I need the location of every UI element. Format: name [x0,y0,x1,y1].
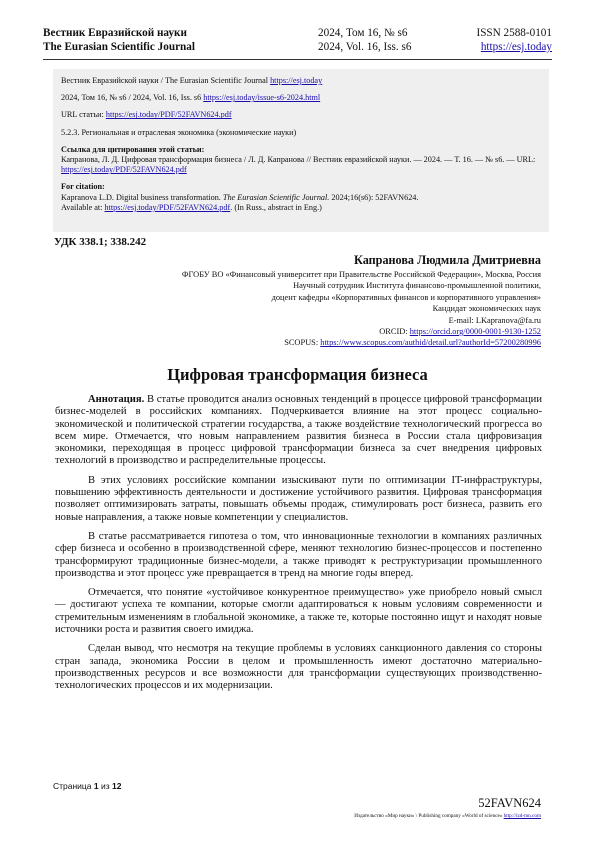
cite-en-volume: 2024;16(s6): 52FAVN624. [331,192,419,202]
page-number: 1 [93,781,99,791]
abstract-paragraph: В статье рассматривается гипотеза о том, что инновационные технологии в компаниях различных сфер бизнеса и особенно в производственной сфере, меняют технологию бизнес-процессов и постепенно трансформируют традиционные бизнес-модели, а также приводят к реструктуризации промышленного производства и этот процесс уже превращается в тренд на многие годы вперед. [55,530,542,579]
abstract-paragraph: В этих условиях российские компании изыскивают пути по оптимизации IT-инфраструктуры, повышению эффективность деятельности и достижение устойчивого развития. Цифровая трансформация позволяет оптимизировать затраты, повышать объемы продаж, стимулировать рост бизнеса, развить его новые направления, а также новые компетенции у специалистов. [55,474,542,523]
journal-link[interactable]: https://esj.today [270,76,323,85]
issn: ISSN 2588-0101 [476,27,552,39]
abstract-text: В статье проводится анализ основных тенденций в процессе цифровой трансформации бизнес-моделей в российских компаниях. Подчеркивается влияние на этот процесс социально-экономической и политической стратегии государства, а также воздействие технологический прогресса во всем мире. Отмечается, что новым направлением развития бизнеса в России стала цифровизация экономики, переходящая в процесс цифровой трансформации бизнеса за счет внедрения цифровых технологий в производство и распределительные процессы. [55,394,542,467]
issue-line: 2024, Том 16, № s6 / 2024, Vol. 16, Iss. s6 [61,93,202,103]
author-name: Капранова Людмила Дмитриевна [354,253,541,267]
affiliation-position: Научный сотрудник Института финансово-промышленной политики, [293,281,541,291]
page-total: 12 [112,781,122,791]
issue-info [318,26,411,54]
affiliation-org: ФГОБУ ВО «Финансовый университет при Правительстве Российской Федерации», Москва, Россия [181,270,541,279]
affiliation-department: доцент кафедры «Корпоративных финансов и корпоративного управления» [271,292,541,302]
publisher-text: Издательство «Мир науки» \ Publishing company «World of science» [354,813,503,819]
journal-site-link[interactable]: https://esj.today [480,41,552,53]
author-email: E-mail: LKapranova@fa.ru [448,315,541,325]
issue-ru: 2024, Том 16, № s6 [318,27,408,39]
cite-ru-link[interactable]: https://esj.today/PDF/52FAVN624.pdf [61,165,187,175]
cite-en-available: Available at: [61,202,103,212]
page-counter [53,781,122,791]
cite-en-tail: . (In Russ., abstract in Eng.) [230,202,322,212]
orcid-link[interactable]: https://orcid.org/0000-0001-9130-1252 [409,327,541,337]
scopus-link[interactable]: https://www.scopus.com/authid/detail.url?authorId=57200280996 [320,338,541,348]
publisher-link[interactable]: http://izd-mn.com [503,813,541,819]
abstract [55,394,542,700]
cite-en-link[interactable]: https://esj.today/PDF/52FAVN624.pdf [104,202,231,212]
issue-link[interactable]: https://esj.today/issue-s6-2024.html [203,93,321,103]
cite-en-journal: The Eurasian Scientific Journal. [222,192,330,202]
journal-title-line: Вестник Евразийской науки / The Eurasian Scientific Journal [61,76,269,85]
page-word: Страница [53,781,92,791]
affiliation-degree: Кандидат экономических наук [432,304,541,314]
cite-en-label: For citation: [61,182,105,192]
cite-ru-label: Ссылка для цитирования этой статьи: [61,144,205,154]
issn-block [476,26,552,54]
article-url-label: URL статьи: [61,110,104,120]
scopus-label: SCOPUS: [284,338,319,348]
issue-en: 2024, Vol. 16, Iss. s6 [318,41,412,53]
abstract-paragraph: Сделан вывод, что несмотря на текущие проблемы в условиях санкционного давления со стороны стран запада, экономика России в целом и промышленность имеют достаточно материально-производственных ресурсов и все возможности для трансформации существующих производственно-технологических процессов и их модернизации. [55,643,542,692]
header-divider [43,59,552,60]
article-code: 52FAVN624 [478,796,541,810]
cite-ru-text: Капранова, Л. Д. Цифровая трансформация бизнеса / Л. Д. Капранова // Вестник евразийской науки. — 2024. — Т. 16. — № s6. — URL: [61,155,536,165]
cite-en-text: Kapranova L.D. Digital business transformation. [61,192,221,202]
udk-code: УДК 338.1; 338.242 [54,236,147,248]
abstract-paragraph: Отмечается, что понятие «устойчивое конкурентное преимущество» уже приобрело новый смысл — достигают успеха те компании, которые смогли адаптироваться к новым условиям современности и стремительным изменениям в глобальной экономике, а также те, которые постоянно ищут и находят новые источники роста и развития своего имиджа. [55,587,542,636]
page-of: из [101,781,110,791]
abstract-label: Аннотация. [88,394,145,405]
orcid-label: ORCID: [379,327,408,337]
article-url-link[interactable]: https://esj.today/PDF/52FAVN624.pdf [105,110,232,120]
journal-name [43,26,195,54]
journal-name-ru: Вестник Евразийской науки [43,27,187,39]
article-title: Цифровая трансформация бизнеса [167,365,428,384]
publisher-line [354,813,541,819]
citation-box [53,69,549,232]
abstract-paragraph [55,394,542,468]
page-header [43,26,552,58]
journal-name-en: The Eurasian Scientific Journal [43,41,195,53]
specialty-line: 5.2.3. Региональная и отраслевая экономика (экономические науки) [61,127,297,137]
author-affiliation [81,269,541,349]
